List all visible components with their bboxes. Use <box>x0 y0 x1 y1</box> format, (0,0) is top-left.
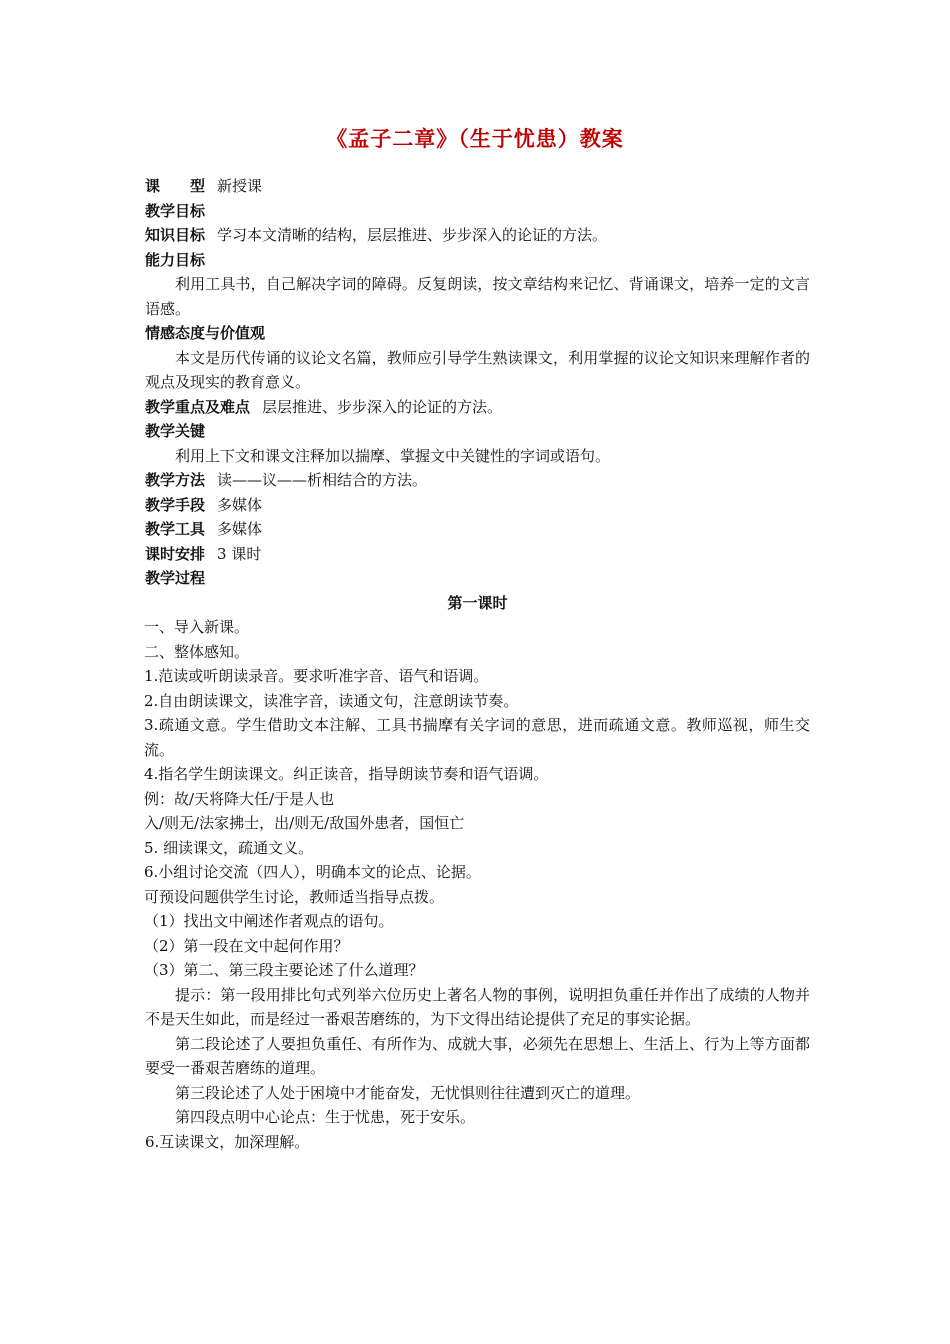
list-item: 3.疏通文意。学生借助文本注解、工具书揣摩有关字词的意思，进而疏通文意。教师巡视，师生交流。 <box>144 716 810 759</box>
key-row <box>145 395 810 420</box>
hint-list <box>145 983 810 1130</box>
lesson-heading: 第一课时 <box>447 593 508 612</box>
method-label: 教学方法 <box>145 471 206 489</box>
means-row <box>145 493 810 518</box>
list-item: 2.自由朗读课文，读准字音，读通文句，注意朗读节奏。 <box>144 691 519 710</box>
crux-heading <box>145 419 810 444</box>
emotion-heading <box>145 321 810 346</box>
final-step: 6.互读课文，加深理解。 <box>145 1132 310 1151</box>
step-list <box>144 615 810 983</box>
list-item: 1.范读或听朗读录音。要求听准字音、语气和语调。 <box>144 667 489 685</box>
course-type-row <box>145 174 810 199</box>
knowledge-label: 知识目标 <box>145 226 206 244</box>
course-type-value: 新授课 <box>217 177 263 195</box>
crux-text: 利用上下文和课文注释加以揣摩、掌握文中关键性的字词或语句。 <box>175 446 611 465</box>
hint-paragraph: 提示：第一段用排比句式列举六位历史上著名人物的事例，说明担负重任并作出了成绩的人物并不是天生如此，而是经过一番艰苦磨练的，为下文得出结论提供了充足的事实论据。 <box>145 985 810 1028</box>
method-value: 读——议——析相结合的方法。 <box>217 471 428 489</box>
tools-row <box>145 517 810 542</box>
list-item: 4.指名学生朗读课文。纠正读音，指导朗读节奏和语气语调。 <box>144 765 549 783</box>
emotion-label: 情感态度与价值观 <box>145 324 266 342</box>
ability-label: 能力目标 <box>145 250 206 269</box>
ability-heading <box>145 248 810 273</box>
lesson-plan-body <box>145 174 810 1154</box>
list-item: 可预设问题供学生讨论，教师适当指导点拨。 <box>144 887 445 906</box>
method-row <box>145 468 810 493</box>
goals-label: 教学目标 <box>145 201 206 220</box>
key-label: 教学重点及难点 <box>145 397 251 416</box>
hint-paragraph: 第三段论述了人处于困境中才能奋发，无忧惧则往往遭到灭亡的道理。 <box>175 1083 641 1102</box>
list-item: 二、整体感知。 <box>144 642 250 661</box>
list-item: 入/则无/法家拂士，出/则无/敌国外患者，国恒亡 <box>144 814 465 832</box>
knowledge-row <box>145 223 810 248</box>
list-item: 例：故/天将降大任/于是人也 <box>144 789 335 808</box>
process-heading <box>145 566 810 591</box>
emotion-text: 本文是历代传诵的议论文名篇，教师应引导学生熟读课文，利用掌握的议论文知识来理解作者的观点及现实的教育意义。 <box>145 348 810 391</box>
ability-text: 利用工具书，自己解决字词的障碍。反复朗读，按文章结构来记忆、背诵课文，培养一定的文言语感。 <box>145 275 810 318</box>
tools-value: 多媒体 <box>217 520 263 538</box>
tools-label: 教学工具 <box>145 520 206 538</box>
hours-row <box>145 542 810 567</box>
means-value: 多媒体 <box>217 495 263 514</box>
hint-paragraph: 第二段论述了人要担负重任、有所作为、成就大事，必须先在思想上、生活上、行为上等方面都要受一番艰苦磨练的道理。 <box>145 1034 810 1077</box>
process-label: 教学过程 <box>145 569 206 587</box>
hours-label: 课时安排 <box>145 544 206 563</box>
knowledge-value: 学习本文清晰的结构，层层推进、步步深入的论证的方法。 <box>217 226 608 244</box>
key-value: 层层推进、步步深入的论证的方法。 <box>262 397 503 416</box>
page-title: 《孟子二章》（生于忧患）教案 <box>326 127 624 151</box>
list-item: （1）找出文中阐述作者观点的语句。 <box>144 912 394 930</box>
list-item: 一、导入新课。 <box>144 618 250 636</box>
means-label: 教学手段 <box>145 495 206 514</box>
list-item: （3）第二、第三段主要论述了什么道理？ <box>144 961 424 979</box>
list-item: （2）第一段在文中起何作用？ <box>144 936 349 955</box>
hours-value: 3 课时 <box>217 544 262 563</box>
hint-paragraph: 第四段点明中心论点：生于忧患，死于安乐。 <box>175 1108 476 1126</box>
crux-label: 教学关键 <box>145 422 206 440</box>
goals-heading <box>145 199 810 224</box>
course-type-label: 课 型 <box>145 177 206 195</box>
list-item: 5. 细读课文，疏通文义。 <box>144 838 314 857</box>
list-item: 6.小组讨论交流（四人），明确本文的论点、论据。 <box>144 863 481 881</box>
